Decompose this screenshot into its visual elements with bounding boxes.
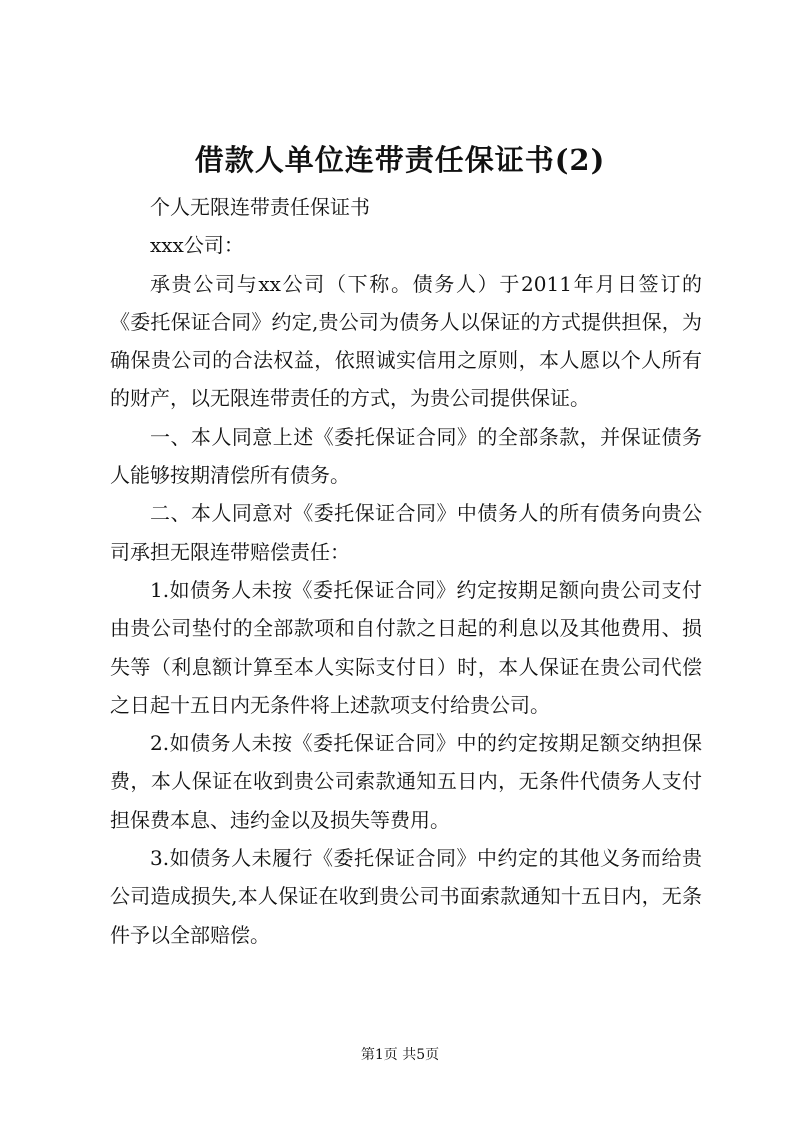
paragraph-item-1: 1.如债务人未按《委托保证合同》约定按期足额向贵公司支付由贵公司垫付的全部款项和自付款之日起的利息以及其他费用、损失等（利息额计算至本人实际支付日）时，本人保证在贵公司代偿之日起十五日内无条件将上述款项支付给贵公司。	[110, 577, 702, 717]
page-footer: 第1页 共5页	[360, 1047, 440, 1063]
paragraph-item-2: 2.如债务人未按《委托保证合同》中的约定按期足额交纳担保费，本人保证在收到贵公司索款通知五日内，无条件代债务人支付担保费本息、违约金以及损失等费用。	[110, 731, 702, 832]
paragraph-addressee: xxx公司：	[150, 233, 244, 258]
paragraph-intro: 承贵公司与xx公司（下称。债务人）于2011年月日签订的《委托保证合同》约定,贵公司为债务人以保证的方式提供担保，为确保贵公司的合法权益，依照诚实信用之原则，本人愿以个人所有的财产，以无限连带责任的方式，为贵公司提供保证。	[110, 271, 702, 411]
paragraph-subtitle: 个人无限连带责任保证书	[150, 195, 370, 219]
document-body	[110, 188, 702, 954]
document-title: 借款人单位连带责任保证书(2)	[194, 143, 606, 177]
paragraph-clause-2: 二、本人同意对《委托保证合同》中债务人的所有债务向贵公司承担无限连带赔偿责任：	[110, 501, 702, 564]
paragraph-clause-1: 一、本人同意上述《委托保证合同》的全部条款，并保证债务人能够按期清偿所有债务。	[110, 424, 702, 488]
paragraph-item-3: 3.如债务人未履行《委托保证合同》中约定的其他义务而给贵公司造成损失,本人保证在收到贵公司书面索款通知十五日内，无条件予以全部赔偿。	[110, 846, 702, 947]
